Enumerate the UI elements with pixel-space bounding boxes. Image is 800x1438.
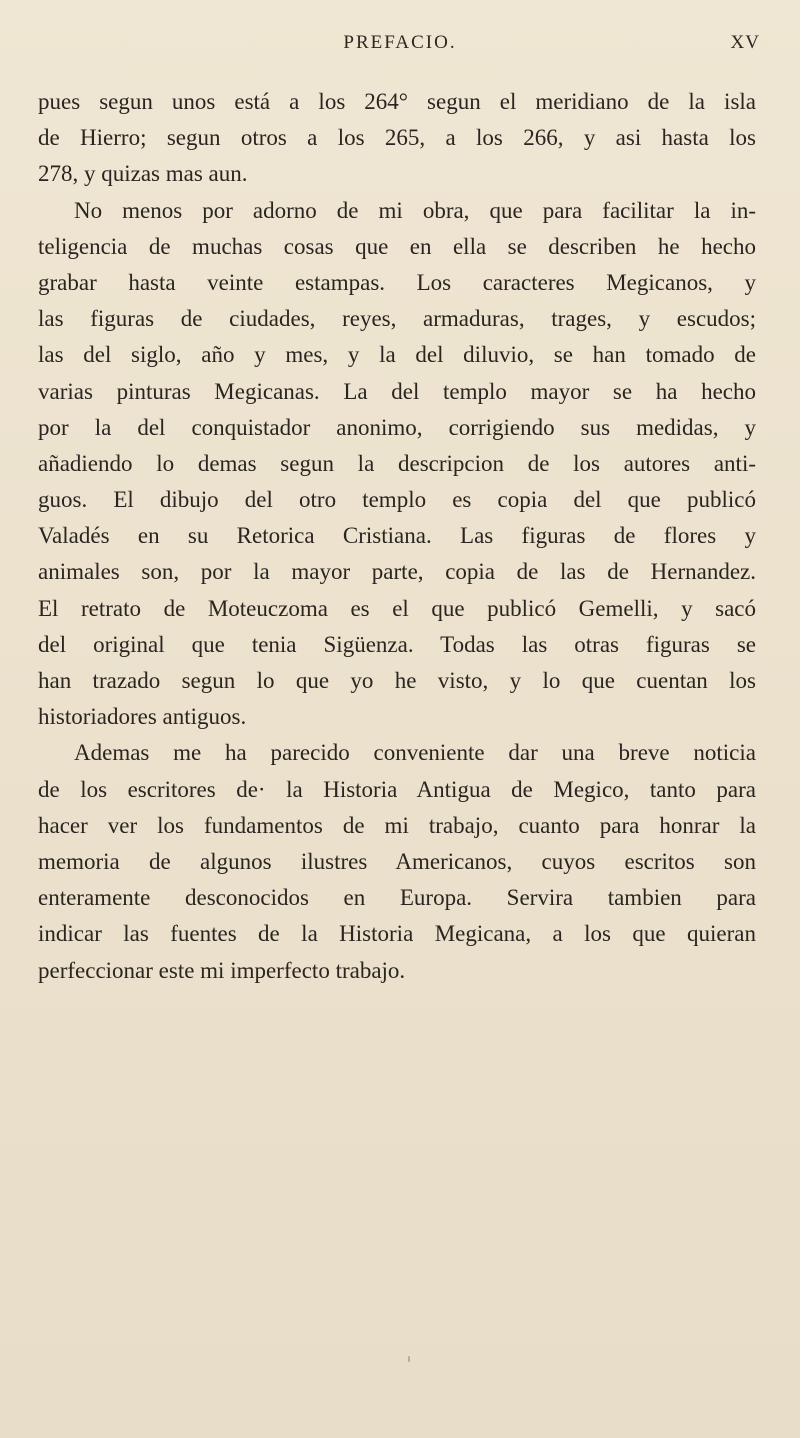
text-line: indicar las fuentes de la Historia Megicana, a los que quieran	[38, 921, 756, 947]
text-line: grabar hasta veinte estampas. Los caracteres Megicanos, y	[38, 269, 756, 295]
running-head	[0, 32, 800, 62]
text-line: Valadés en su Retorica Cristiana. Las figuras de flores y	[38, 523, 756, 549]
page-number: XV	[730, 32, 760, 53]
text-line: las figuras de ciudades, reyes, armaduras, trages, y escudos;	[38, 306, 756, 332]
text-line: El retrato de Moteuczoma es el que publicó Gemelli, y sacó	[38, 595, 756, 621]
text-line: pues segun unos está a los 264° segun el meridiano de la isla	[38, 89, 756, 114]
paragraph-end-line: historiadores antiguos.	[38, 704, 247, 730]
text-line: de los escritores de· la Historia Antigua de Megico, tanto para	[38, 776, 756, 802]
text-line: memoria de algunos ilustres Americanos, cuyos escritos son	[38, 848, 756, 874]
text-line: de Hierro; segun otros a los 265, a los 266, y asi hasta los	[38, 125, 756, 151]
text-line: han trazado segun lo que yo he visto, y lo que cuentan los	[38, 668, 756, 693]
text-line: teligencia de muchas cosas que en ella se describen he hecho	[38, 233, 756, 259]
text-line: guos. El dibujo del otro templo es copia del que publicó	[38, 487, 756, 513]
text-line: varias pinturas Megicanas. La del templo mayor se ha hecho	[38, 378, 756, 404]
paragraph-end-line: perfeccionar este mi imperfecto trabajo.	[38, 957, 406, 983]
text-line: las del siglo, año y mes, y la del diluvio, se han tomado de	[38, 342, 756, 368]
text-line: enteramente desconocidos en Europa. Servira tambien para	[38, 885, 756, 911]
text-line: añadiendo lo demas segun la descripcion de los autores anti-	[38, 450, 756, 476]
text-line: animales son, por la mayor parte, copia de las de Hernandez.	[38, 559, 756, 585]
paragraph-end-line: 278, y quizas mas aun.	[38, 161, 248, 187]
paper-speck	[408, 1356, 410, 1362]
paragraph-start-line: Ademas me ha parecido conveniente dar una breve noticia	[74, 740, 756, 766]
paragraph-start-line: No menos por adorno de mi obra, que para facilitar la in-	[74, 197, 756, 223]
text-line: por la del conquistador anonimo, corrigiendo sus medidas, y	[38, 414, 756, 440]
text-line: del original que tenia Sigüenza. Todas las otras figuras se	[38, 631, 756, 657]
running-title: PREFACIO.	[343, 32, 457, 53]
text-line: hacer ver los fundamentos de mi trabajo, cuanto para honrar la	[38, 812, 756, 838]
body-text	[38, 84, 756, 989]
